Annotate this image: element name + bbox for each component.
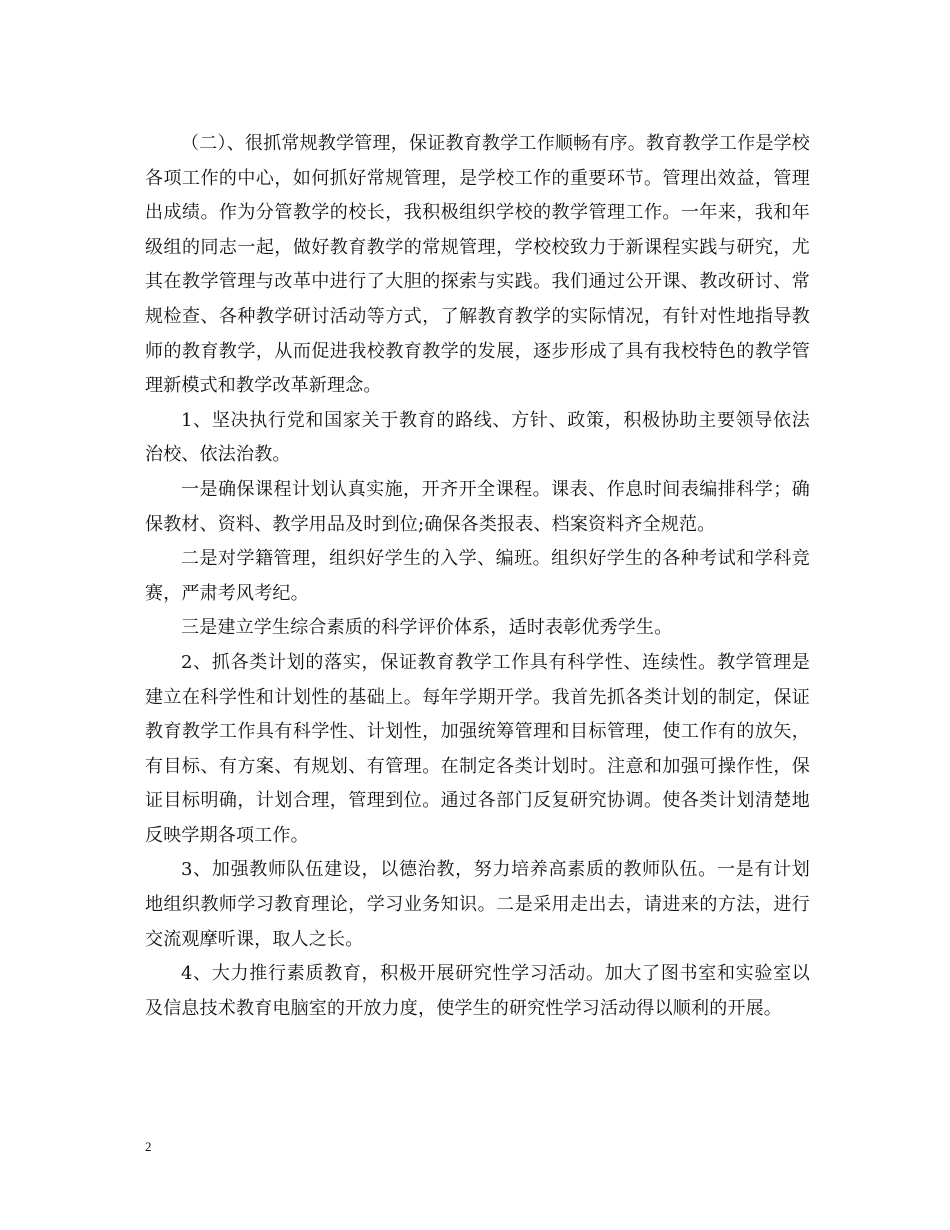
paragraph-item-4: 4、大力推行素质教育，积极开展研究性学习活动。加大了图书室和实验室以及信息技术教育电脑室的开放力度，使学生的研究性学习活动得以顺利的开展。 bbox=[145, 963, 810, 1019]
paragraph-item-1: 1、坚决执行党和国家关于教育的路线、方针、政策，积极协助主要领导依法治校、依法治教。 bbox=[145, 409, 810, 466]
paragraph-item-1-point-3: 三是建立学生综合素质的科学评价体系，适时表彰优秀学生。 bbox=[181, 617, 673, 639]
paragraph-item-2: 2、抓各类计划的落实，保证教育教学工作具有科学性、连续性。教学管理是建立在科学性和计划性的基础上。每年学期开学。我首先抓各类计划的制定，保证教育教学工作具有科学性、计划性，加强统筹管理和目标管理，使工作有的放矢，有目标、有方案、有规划、有管理。在制定各类计划时。注意和加强可操作性，保证目标明确，计划合理，管理到位。通过各部门反复研究协调。使各类计划清楚地反映学期各项工作。 bbox=[145, 651, 810, 846]
document-body bbox=[145, 127, 810, 1026]
paragraph-section-two: （二）、很抓常规教学管理，保证教育教学工作顺畅有序。教育教学工作是学校各项工作的中心，如何抓好常规管理，是学校工作的重要环节。管理出效益，管理出成绩。作为分管教学的校长，我积极组织学校的教学管理工作。一年来，我和年级组的同志一起，做好教育教学的常规管理，学校校致力于新课程实践与研究，尤其在教学管理与改革中进行了大胆的探索与实践。我们通过公开课、教改研讨、常规检查、各种教学研讨活动等方式，了解教育教学的实际情况，有针对性地指导教师的教育教学，从而促进我校教育教学的发展，逐步形成了具有我校特色的教学管理新模式和教学改革新理念。 bbox=[145, 133, 810, 397]
paragraph-item-3: 3、加强教师队伍建设，以德治教，努力培养高素质的教师队伍。一是有计划地组织教师学习教育理论，学习业务知识。二是采用走出去，请进来的方法，进行交流观摩听课，取人之长。 bbox=[145, 859, 810, 950]
page-number: 2 bbox=[145, 1139, 152, 1154]
paragraph-item-1-point-1: 一是确保课程计划认真实施，开齐开全课程。课表、作息时间表编排科学；确保教材、资料、教学用品及时到位;确保各类报表、档案资料齐全规范。 bbox=[145, 478, 810, 535]
paragraph-item-1-point-2: 二是对学籍管理，组织好学生的入学、编班。组织好学生的各种考试和学科竞赛，严肃考风考纪。 bbox=[145, 548, 810, 604]
